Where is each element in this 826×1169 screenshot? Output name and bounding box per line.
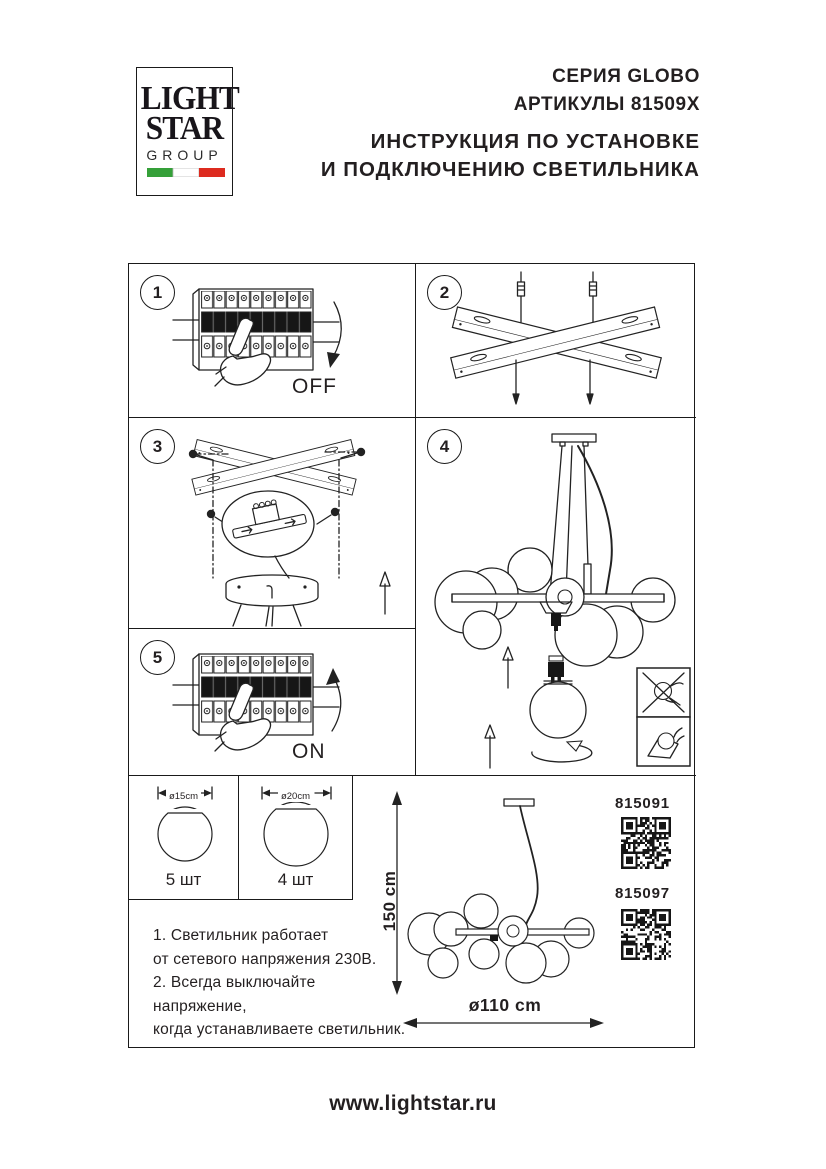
qr-code-article-2 bbox=[621, 909, 671, 960]
warning-no-bare-hands bbox=[637, 668, 690, 717]
globe-insert bbox=[530, 681, 586, 738]
diameter-label: ø20cm bbox=[239, 786, 352, 804]
arrow-down-icon bbox=[327, 302, 341, 368]
arrow-up-icon bbox=[503, 647, 513, 688]
on-label: ON bbox=[292, 740, 326, 763]
series-title: СЕРИЯ GLOBO bbox=[552, 66, 700, 87]
step-3-panel bbox=[129, 418, 416, 629]
arrow-up-icon bbox=[380, 572, 390, 614]
document-titles bbox=[321, 63, 700, 184]
arrow-up-icon bbox=[485, 725, 495, 768]
note-line: когда устанавливаете светильник. bbox=[153, 1021, 406, 1038]
logo-word-light: LIGHT bbox=[140, 80, 239, 117]
step-2-panel bbox=[416, 264, 696, 418]
lightstar-logo bbox=[136, 67, 239, 196]
safety-notes bbox=[153, 924, 409, 1042]
terminal-detail-bubble bbox=[222, 491, 314, 578]
step-2-badge: 2 bbox=[427, 275, 462, 310]
logo-word-group: GROUP bbox=[146, 147, 223, 163]
logo-word-star: STAR bbox=[145, 110, 224, 147]
note-line: 1. Светильник работает bbox=[153, 927, 329, 944]
article-number-2: 815097 bbox=[615, 885, 670, 902]
instruction-title-line2: И ПОДКЛЮЧЕНИЮ СВЕТИЛЬНИКА bbox=[320, 158, 700, 181]
instruction-grid bbox=[128, 263, 695, 1048]
qr-code-article-1 bbox=[621, 817, 671, 869]
step-4-panel bbox=[416, 418, 696, 776]
chandelier-assembly-diagram bbox=[416, 418, 694, 774]
dimension-drawing bbox=[374, 779, 606, 1041]
bulb-count-label: 4 шт bbox=[277, 870, 314, 889]
step-4-badge: 4 bbox=[427, 429, 462, 464]
step-5-badge: 5 bbox=[140, 640, 175, 675]
note-line: от сетевого напряжения 230В. bbox=[153, 950, 377, 968]
article-number-1: 815091 bbox=[615, 795, 670, 812]
step-1-badge: 1 bbox=[140, 275, 175, 310]
width-dimension-label: ø110 cm bbox=[468, 995, 542, 1015]
bulb-count-label: 5 шт bbox=[165, 870, 202, 889]
instruction-title-line1: ИНСТРУКЦИЯ ПО УСТАНОВКЕ bbox=[370, 130, 700, 153]
off-label: OFF bbox=[292, 375, 337, 398]
arrow-up-icon bbox=[326, 668, 341, 731]
globe-15cm-diagram bbox=[129, 776, 237, 870]
globe-20cm-diagram bbox=[239, 776, 351, 874]
website-url: www.lightstar.ru bbox=[329, 1092, 497, 1115]
italian-flag-icon bbox=[147, 168, 225, 177]
ceiling-canopy bbox=[226, 575, 318, 626]
warning-use-cloth bbox=[637, 717, 690, 766]
articles-title: АРТИКУЛЫ 81509X bbox=[513, 94, 700, 115]
rotate-arrow-icon bbox=[532, 741, 592, 762]
step-1-panel bbox=[129, 264, 416, 418]
step-3-badge: 3 bbox=[140, 429, 175, 464]
diameter-label: ø15cm bbox=[129, 786, 238, 804]
bulb-size-large-cell bbox=[239, 776, 353, 900]
bulb-size-small-cell bbox=[129, 776, 239, 900]
step-5-panel bbox=[129, 629, 416, 776]
height-dimension-label: 150 cm bbox=[380, 870, 399, 932]
note-line: 2. Всегда выключайте напряжение, bbox=[153, 974, 316, 1015]
